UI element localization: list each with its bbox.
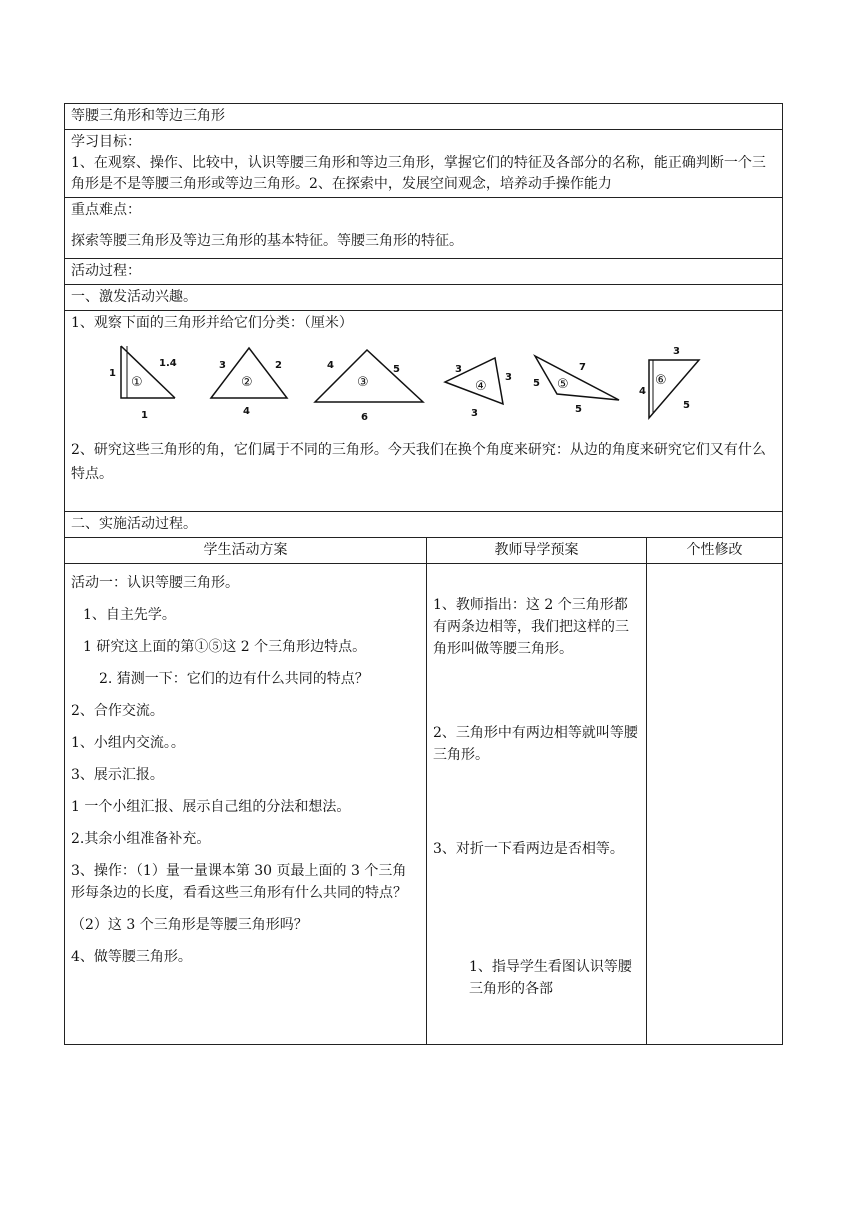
triangle-6-side-c: 5 xyxy=(683,400,690,411)
section1-cell xyxy=(65,311,783,512)
student-line: 3、操作：（1）量一量课本第 30 页最上面的 3 个三角形每条边的长度，看看这些三角形有什么共同的特点？ xyxy=(71,863,407,901)
column-header-student: 学生活动方案 xyxy=(65,538,427,564)
student-line: 1 研究这上面的第①⑤这 2 个三角形边特点。 xyxy=(83,639,367,655)
student-line: 2、合作交流。 xyxy=(71,703,164,719)
triangle-6-label: ⑥ xyxy=(655,373,667,388)
triangle-1 xyxy=(109,346,177,421)
triangle-6-side-a: 3 xyxy=(673,346,680,357)
learning-goals-heading: 学习目标： xyxy=(71,134,141,150)
key-points-text: 探索等腰三角形及等边三角形的基本特征。等腰三角形的特征。 xyxy=(71,233,463,249)
triangle-3-side-a: 4 xyxy=(327,360,334,371)
teacher-line: 1、教师指出：这 2 个三角形都有两条边相等，我们把这样的三角形叫做等腰三角形。 xyxy=(433,597,629,657)
triangle-5-side-c: 5 xyxy=(575,404,582,415)
triangle-2-side-b: 2 xyxy=(275,360,282,371)
triangle-3 xyxy=(315,350,423,423)
triangle-3-side-c: 6 xyxy=(361,412,368,423)
triangle-1-side-b: 1.4 xyxy=(159,358,177,369)
triangle-3-label: ③ xyxy=(357,375,369,390)
column-header-notes: 个性修改 xyxy=(647,538,783,564)
student-line: 1、小组内交流。。 xyxy=(71,735,185,751)
student-line: （2）这 3 个三角形是等腰三角形吗？ xyxy=(71,917,308,933)
student-line: 4、做等腰三角形。 xyxy=(71,949,192,965)
triangle-3-side-b: 5 xyxy=(393,364,400,375)
triangle-5-label: ⑤ xyxy=(557,377,569,392)
key-points-cell xyxy=(65,198,783,259)
triangle-2 xyxy=(211,348,287,417)
process-heading: 活动过程： xyxy=(65,259,783,285)
section1-heading: 一、激发活动兴趣。 xyxy=(65,285,783,311)
triangle-1-side-c: 1 xyxy=(141,410,148,421)
teacher-line: 1、指导学生看图认识等腰三角形的各部 xyxy=(469,959,632,997)
lesson-table xyxy=(64,103,783,1045)
learning-goals-text: 1、在观察、操作、比较中，认识等腰三角形和等边三角形，掌握它们的特征及各部分的名称，能正确判断一个三角形是不是等腰三角形或等边三角形。2、在探索中，发展空间观念，培养动手操作能力 xyxy=(71,155,766,192)
student-line: 1、自主先学。 xyxy=(83,607,176,623)
triangle-1-label: ① xyxy=(131,375,143,390)
triangle-1-side-a: 1 xyxy=(109,368,116,379)
research-text: 2、研究这些三角形的角，它们属于不同的三角形。今天我们在换个角度来研究：从边的角度来研究它们又有什么特点。 xyxy=(71,442,766,482)
student-line: 2. 猜测一下：它们的边有什么共同的特点？ xyxy=(99,671,369,687)
triangle-2-side-a: 3 xyxy=(219,360,226,371)
triangle-2-label: ② xyxy=(241,375,253,390)
triangle-4-side-a: 3 xyxy=(455,364,462,375)
key-points-heading: 重点难点： xyxy=(71,202,141,218)
triangle-5 xyxy=(533,356,619,415)
student-line: 2.其余小组准备补充。 xyxy=(71,831,211,847)
triangle-2-side-c: 4 xyxy=(243,406,250,417)
learning-goals-cell xyxy=(65,130,783,198)
lesson-title: 等腰三角形和等边三角形 xyxy=(65,104,783,130)
teacher-line: 3、对折一下看两边是否相等。 xyxy=(433,841,624,857)
observe-instruction: 1、观察下面的三角形并给它们分类：（厘米） xyxy=(71,315,353,331)
teacher-line: 2、三角形中有两边相等就叫等腰三角形。 xyxy=(433,725,638,763)
triangle-6 xyxy=(639,346,699,418)
column-header-teacher: 教师导学预案 xyxy=(427,538,647,564)
teacher-guide-cell xyxy=(427,564,647,1045)
student-line: 1 一个小组汇报、展示自己组的分法和想法。 xyxy=(71,799,351,815)
triangle-4 xyxy=(445,358,512,419)
triangle-6-side-b: 4 xyxy=(639,386,646,397)
section2-heading: 二、实施活动过程。 xyxy=(65,512,783,538)
triangle-4-side-c: 3 xyxy=(471,408,478,419)
triangle-4-label: ④ xyxy=(475,379,487,394)
student-line: 活动一：认识等腰三角形。 xyxy=(71,575,239,591)
student-activities-cell xyxy=(65,564,427,1045)
triangles-figure xyxy=(71,342,781,434)
triangle-5-side-b: 7 xyxy=(579,362,586,373)
student-line: 3、展示汇报。 xyxy=(71,767,164,783)
triangle-4-side-b: 3 xyxy=(505,372,512,383)
triangle-5-side-a: 5 xyxy=(533,378,540,389)
notes-cell xyxy=(647,564,783,1045)
